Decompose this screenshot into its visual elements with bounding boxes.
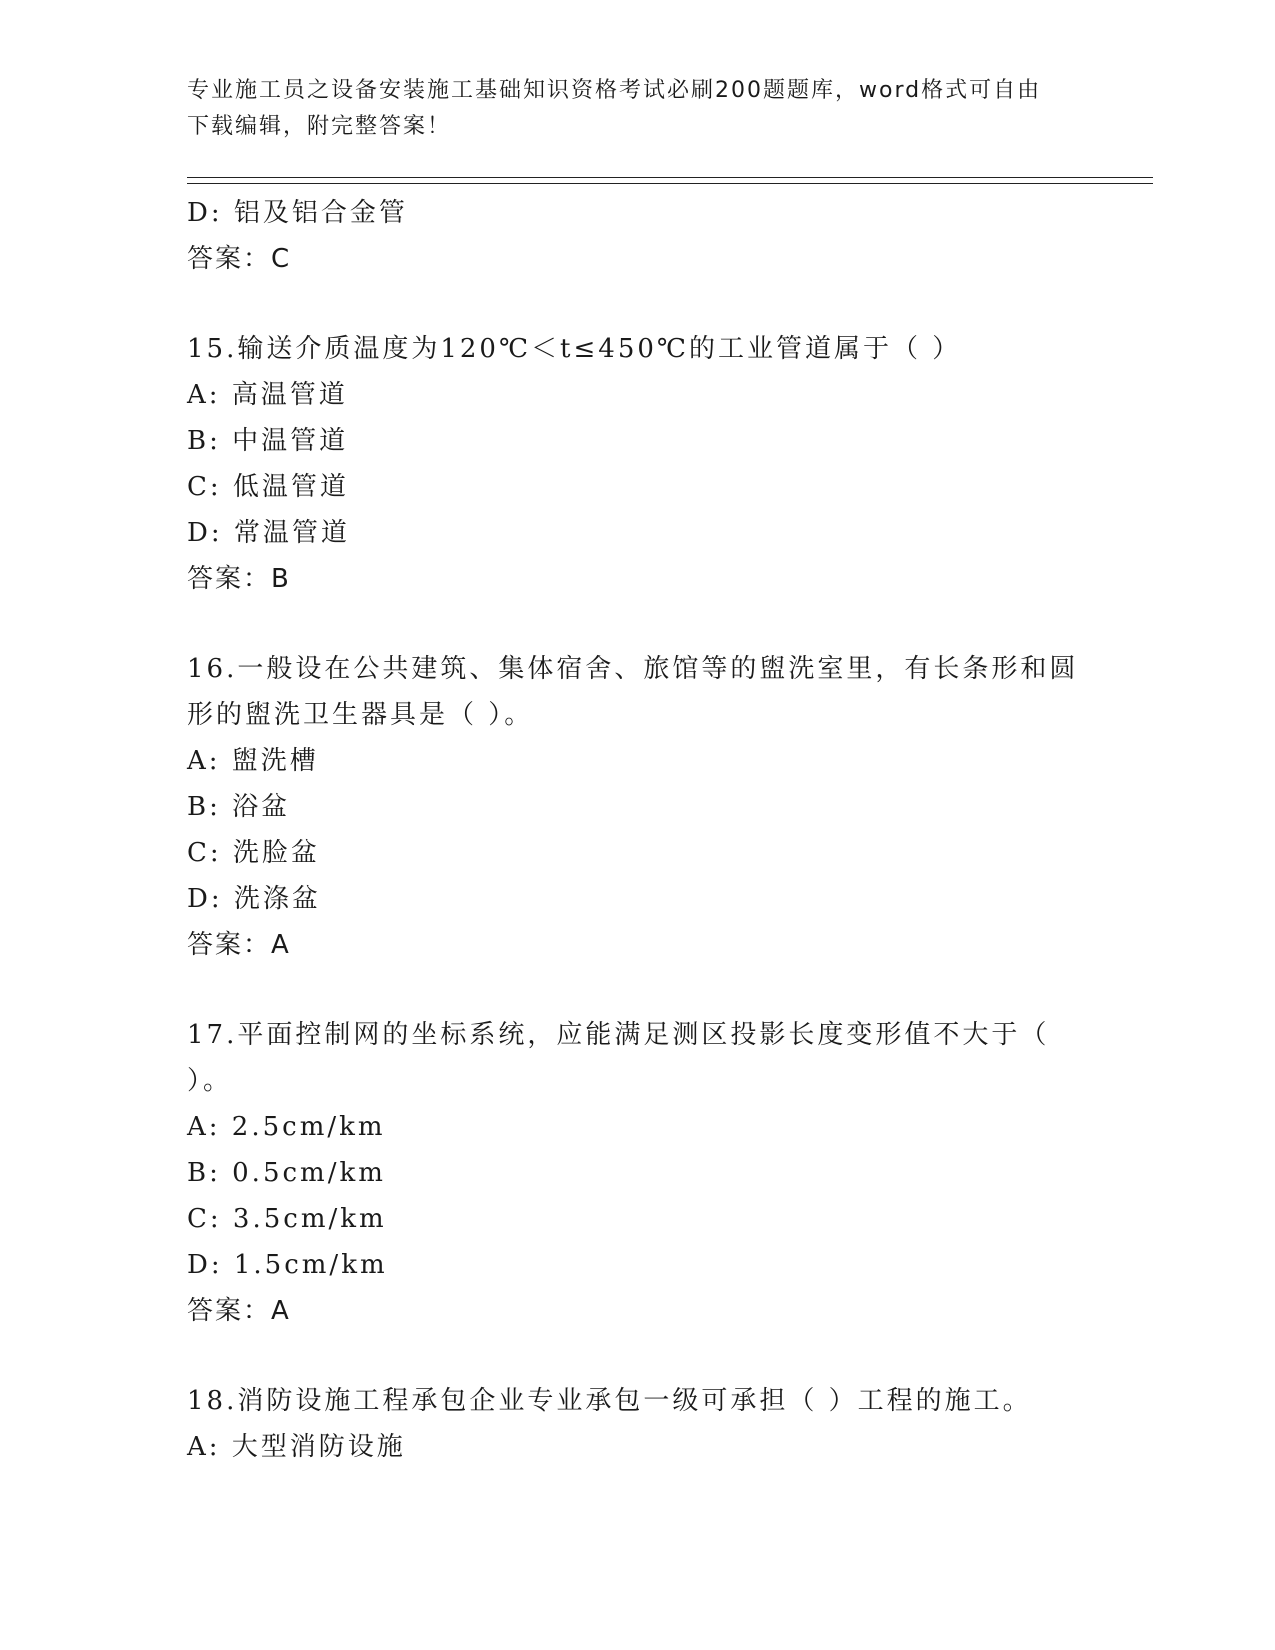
header-title-line-2: 下载编辑，附完整答案！ bbox=[187, 114, 452, 139]
answer-line: 答案：A bbox=[187, 930, 291, 960]
document-header bbox=[187, 73, 1067, 145]
question-block-16 bbox=[187, 646, 1087, 968]
question-block-14 bbox=[187, 190, 1087, 282]
option-a: A: 盥洗槽 bbox=[187, 746, 319, 776]
question-text-line-2: 形的盥洗卫生器具是（ ）。 bbox=[187, 700, 534, 730]
question-text-line-2: ）。 bbox=[187, 1066, 233, 1096]
option-d: D: 常温管道 bbox=[187, 518, 350, 548]
question-block-15 bbox=[187, 326, 1087, 602]
answer-line: 答案：B bbox=[187, 564, 291, 594]
option-b: B: 浴盆 bbox=[187, 792, 291, 822]
question-text-line-1: 17.平面控制网的坐标系统，应能满足测区投影长度变形值不大于（ bbox=[187, 1020, 1050, 1050]
question-text: 18.消防设施工程承包企业专业承包一级可承担（ ）工程的施工。 bbox=[187, 1386, 1032, 1416]
option-a: A: 高温管道 bbox=[187, 380, 348, 410]
header-title-line-1: 专业施工员之设备安装施工基础知识资格考试必刷200题题库，word格式可自由 bbox=[187, 78, 1042, 103]
option-d: D: 铝及铝合金管 bbox=[187, 198, 408, 228]
option-a: A: 2.5cm/km bbox=[187, 1112, 386, 1142]
header-divider-bottom bbox=[187, 183, 1153, 184]
question-text-line-1: 16.一般设在公共建筑、集体宿舍、旅馆等的盥洗室里，有长条形和圆 bbox=[187, 654, 1079, 684]
option-a: A: 大型消防设施 bbox=[187, 1432, 406, 1462]
option-c: C: 洗脸盆 bbox=[187, 838, 320, 868]
option-b: B: 中温管道 bbox=[187, 426, 349, 456]
option-d: D: 1.5cm/km bbox=[187, 1250, 388, 1280]
answer-line: 答案：C bbox=[187, 244, 292, 274]
question-block-18 bbox=[187, 1378, 1087, 1470]
option-c: C: 低温管道 bbox=[187, 472, 349, 502]
option-d: D: 洗涤盆 bbox=[187, 884, 321, 914]
header-divider-top bbox=[187, 177, 1153, 178]
question-list bbox=[187, 190, 1087, 1470]
answer-line: 答案：A bbox=[187, 1296, 291, 1326]
option-b: B: 0.5cm/km bbox=[187, 1158, 386, 1188]
question-text: 15.输送介质温度为120℃＜t≤450℃的工业管道属于（ ） bbox=[187, 334, 962, 364]
option-c: C: 3.5cm/km bbox=[187, 1204, 387, 1234]
question-block-17 bbox=[187, 1012, 1087, 1334]
